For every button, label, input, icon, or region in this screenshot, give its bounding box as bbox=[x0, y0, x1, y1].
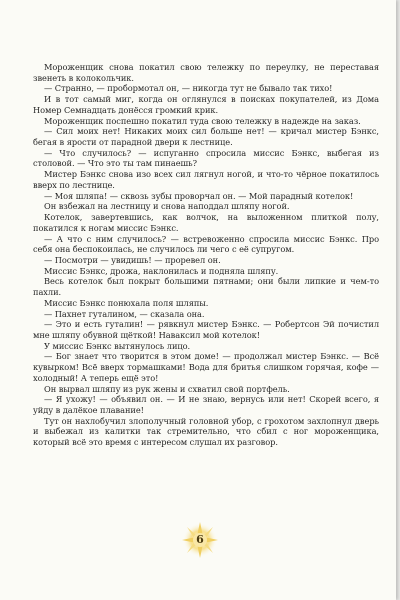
paragraph: Мороженщик поспешно покатил туда свою тележку в надежде на заказ. bbox=[44, 115, 361, 126]
paragraph: Котелок, завертевшись, как волчок, на выложенном плиткой полу, покатился к ногам миссис Бэнкс. bbox=[33, 212, 379, 233]
paragraph: И в тот самый миг, когда он оглянулся в поисках покупателей, из Дома Номер Семнадцать донёсся громкий крик. bbox=[33, 94, 379, 115]
paragraph: — Я ухожу! — объявил он. — И не знаю, вернусь или нет! Скорей всего, я уйду в далёкое плавание! bbox=[33, 394, 379, 415]
paragraph: Мистер Бэнкс снова изо всех сил лягнул ногой, и что-то чёрное покатилось вверх по лестнице. bbox=[33, 169, 379, 190]
paragraph: Мороженщик снова покатил свою тележку по переулку, не переставая звенеть в колокольчик. bbox=[33, 62, 379, 83]
paragraph: — Странно, — пробормотал он, — никогда тут не бывало так тихо! bbox=[44, 83, 333, 94]
paragraph: Он взбежал на лестницу и снова наподдал шляпу ногой. bbox=[44, 201, 290, 212]
paragraph: Тут он нахлобучил злополучный головной убор, с грохотом захлопнул дверь и выбежал из калитки так стремительно, что сбил с ног мороженщика, который всё это время с интересом слушал их разговор. bbox=[33, 415, 379, 448]
story-text bbox=[33, 62, 379, 448]
paragraph: Миссис Бэнкс, дрожа, наклонилась и подняла шляпу. bbox=[44, 265, 279, 276]
paragraph: — Моя шляпа! — сквозь зубы проворчал он. — Мой парадный котелок! bbox=[44, 190, 354, 201]
paragraph: — А что с ним случилось? — встревоженно спросила миссис Бэнкс. Про себя она беспокоилась, не случилось ли чего с её супругом. bbox=[33, 233, 379, 255]
paragraph: — Сил моих нет! Никаких моих сил больше нет! — кричал мистер Бэнкс, бегая в ярости от парадной двери к лестнице. bbox=[33, 126, 379, 148]
paragraph: — Бог знает что творится в этом доме! — продолжал мистер Бэнкс. — Всё кувырком! Всё вверх тормашками! Вода для бритья слишком горячая, кофе — холодный! А теперь ещё это! bbox=[33, 351, 379, 383]
paragraph: Он вырвал шляпу из рук жены и схватил свой портфель. bbox=[44, 383, 290, 394]
paragraph: — Посмотри — увидишь! — проревел он. bbox=[44, 254, 221, 265]
paragraph: — Это и есть гуталин! — рявкнул мистер Бэнкс. — Робертсон Эй почистил мне шляпу обувной щёткой! Наваксил мой котелок! bbox=[33, 319, 379, 340]
paragraph: — Пахнет гуталином, — сказала она. bbox=[44, 308, 205, 319]
page-number: 6 bbox=[196, 533, 204, 546]
paragraph: Весь котелок был покрыт большими пятнами; они были липкие и чем-то пахли. bbox=[33, 276, 379, 298]
page-number-badge bbox=[175, 521, 225, 567]
paragraph: Миссис Бэнкс понюхала поля шляпы. bbox=[44, 297, 209, 308]
paragraph: — Что случилось? — испуганно спросила миссис Бэнкс, выбегая из столовой. — Что это ты там пинаешь? bbox=[33, 147, 379, 169]
paragraph: У миссис Бэнкс вытянулось лицо. bbox=[44, 340, 191, 351]
